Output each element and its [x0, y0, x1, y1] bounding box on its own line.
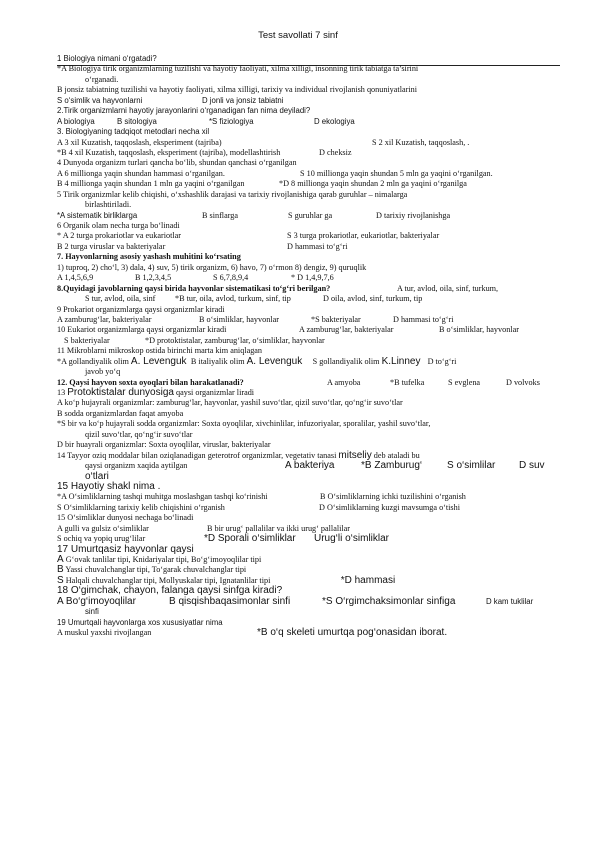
answer-8a: A tur, avlod, oila, sinf, turkum,	[397, 283, 499, 293]
answer-3b: *B 4 xil Kuzatish, taqqoslash, eksperiment (tajriba), modellashtirish	[57, 147, 281, 157]
question-8: 8.Quyidagi javoblarning qaysi birida hayvonlar sistematikasi to‘g‘ri berilgan?	[57, 283, 331, 293]
answer-7a: A 1,4,5,6,9	[57, 273, 94, 283]
answer-15b-b: B bir urug‘ pallalilar va ikki urug‘ pallalilar	[207, 523, 351, 533]
question-5: 5 Tirik organizmlar kelib chiqishi, o‘xshashlik darajasi va tarixiy rivojlanishiga qarab guruhlar – nimalarga	[57, 189, 408, 199]
question-18: 18 O‘gimchak, chayon, falanga qaysi sinfga kiradi?	[57, 585, 283, 597]
answers-9	[57, 315, 562, 325]
answer-11a-label: *A gollandiyalik olim	[57, 356, 129, 366]
answer-17s-text: Halqali chuvalchanglar tipi, Mollyuskalar tipi, Ignatanlilar tipi	[65, 575, 271, 585]
question-12: 12. Qaysi hayvon soxta oyoqlari bilan harakatlanadi?	[57, 377, 244, 387]
answer-11b-name: A. Levenguk	[246, 355, 303, 367]
answer-5b: B sinflarga	[202, 210, 239, 220]
answer-18b: B qisqishbaqasimonlar sinfi	[169, 595, 291, 607]
answer-9a: A zamburug‘lar, bakteriyalar	[57, 314, 152, 324]
answers-8	[57, 294, 562, 304]
answer-1d: D jonli va jonsiz tabiatni	[202, 95, 284, 105]
answers-15b-a	[57, 524, 562, 534]
answer-4a: A 6 millionga yaqin shundan hammasi o‘rganilgan.	[57, 168, 225, 178]
question-14-cont: qaysi organizm xaqida aytilgan	[85, 461, 188, 471]
test-body	[57, 54, 562, 639]
answer-10b: B o‘simliklar, hayvonlar	[439, 325, 519, 335]
answer-3s: S 2 xil Kuzatish, taqqoslash, .	[372, 137, 470, 147]
question-13-subject: Protoktistalar dunyosiga	[67, 387, 174, 398]
answer-12a: A amyoba	[327, 377, 361, 387]
answer-15b-d: *D Sporali o‘simliklar	[204, 533, 296, 545]
answer-10d: *D protoktistalar, zamburug‘lar, o‘simliklar, hayvonlar	[145, 335, 325, 345]
answer-7d: * D 1,4,9,7,6	[291, 273, 334, 283]
answer-15d: D O‘simliklarning kuzgi mavsumga o‘tishi	[319, 502, 460, 512]
answer-18a: A Bo‘g‘imoyoqlilar	[57, 595, 136, 607]
answers-14	[57, 461, 562, 471]
answer-2b: B sitologiya	[117, 116, 157, 126]
answer-8d: D oila, avlod, sinf, turkum, tip	[323, 294, 423, 304]
answer-5a: *A sistematik birliklarga	[57, 210, 138, 220]
answer-13a: A ko‘p hujayrali organizmlar: zamburug‘lar, hayvonlar, yashil suvo‘tlar, qizil suvo‘tlar, qo‘ng‘ir suvo‘tlar	[57, 398, 403, 408]
question-6: 6 Organik olam necha turga bo‘linadi	[57, 221, 180, 230]
answer-3d: D cheksiz	[319, 147, 352, 157]
answer-9s: *S bakteriyalar	[311, 314, 361, 324]
answers-19	[57, 628, 562, 638]
answers-7	[57, 273, 562, 283]
answer-17a	[57, 555, 562, 565]
answer-12s: S evglena	[448, 377, 481, 387]
answer-17a-text: G‘ovak tanlilar tipi, Knidariyalar tipi, Bo‘g‘imoyoqlilar tipi	[65, 555, 262, 564]
answer-17b-text: Yassi chuvalchanglar tipi, To‘garak chuvalchanglar tipi	[65, 565, 247, 575]
question-3: 3. Biologiyaning tadqiqot metodlari necha xil	[57, 127, 210, 137]
answer-3a: A 3 xil Kuzatish, taqqoslash, eksperiment (tajriba)	[57, 137, 222, 147]
answers-3a	[57, 138, 562, 148]
question-13-text: qaysi organizmlar liradi	[176, 388, 255, 397]
page-title: Test savollati 7 sinf	[258, 30, 338, 41]
answer-15a: *A O‘simliklarning tashqi muhitga moslashgan tashqi ko‘rinishi	[57, 492, 268, 502]
answer-14b: *B Zamburug‘	[361, 460, 423, 472]
question-5-cont: birlashtiriladi.	[85, 200, 132, 210]
answer-2s: *S fiziologiya	[209, 116, 254, 126]
answer-14d-cont: o‘tlari	[85, 470, 109, 482]
answer-14d: D suv	[519, 460, 545, 472]
answer-15b-a: A gulli va gulsiz o‘simliklar	[57, 523, 149, 533]
answer-6a: * A 2 turga prokariotlar va eukariotlar	[57, 231, 181, 241]
answer-15s: S O‘simliklarning tarixiy kelib chiqishini o‘rganish	[57, 502, 225, 512]
answer-11s-label: S gollandiyalik olim	[312, 356, 380, 366]
answer-12d: D volvoks	[506, 377, 540, 387]
answer-11s-name: K.Linney	[381, 355, 421, 367]
answer-18s: *S O‘rgimchaksimonlar sinfiga	[322, 595, 456, 607]
answers-3b	[57, 148, 562, 158]
answer-13b: B sodda organizmlardan faqat amyoba	[57, 408, 184, 418]
question-15: 15 Hayotiy shakl nima .	[57, 480, 161, 492]
answers-4b	[57, 179, 562, 189]
answer-4d: *D 8 millionga yaqin shundan 2 mln ga yaqini o‘rganilga	[279, 179, 467, 189]
question-10-line	[57, 325, 562, 335]
answer-5d: D tarixiy rivojlanishga	[376, 210, 451, 220]
answer-15b-s: S ochiq va yopiq urug‘lilar	[57, 534, 146, 544]
answers-4a	[57, 169, 562, 179]
answer-19b: *B o‘q skeleti umurtqa pog‘onasidan iborat.	[257, 627, 448, 639]
question-8-line	[57, 284, 562, 294]
answer-9d: D hammasi to‘g‘ri	[393, 314, 454, 324]
answer-7s: S 6,7,8,9,4	[213, 273, 249, 283]
answer-18a-cont: sinfi	[85, 607, 99, 617]
answer-13s: *S bir va ko‘p hujayrali sodda organizmlar: Soxta oyoqlilar, xivchinlilar, infuzoriyalar, sporalilar, yashil suvo‘tlar,	[57, 419, 431, 429]
answer-13s-cont: qizil suvo‘tlar, qo‘ng‘ir suvo‘tlar	[85, 429, 193, 439]
answer-4b: B 4 millionga yaqin shundan 1 mln ga yaqini o‘rganilgan	[57, 179, 245, 189]
question-7-options: 1) tuproq, 2) cho‘l, 3) dala, 4) suv, 5) tirik organizm, 6) havo, 7) o‘rmon 8) dengiz, 9) quruqlik	[57, 262, 367, 272]
answer-10a: A zamburug‘lar, bakteriyalar	[299, 325, 394, 335]
question-9: 9 Prokariot organizmlarga qaysi organizmlar kiradi	[57, 304, 225, 314]
answer-11d-cont: javob yo‘q	[85, 367, 121, 377]
answers-6b	[57, 242, 562, 252]
answer-2d: D ekologiya	[314, 116, 355, 126]
question-17: 17 Umurtqasiz hayvonlar qaysi	[57, 543, 194, 555]
question-2: 2.Tirik organizmlarni hayotiy jarayonlarini o‘rganadigan fan nima deyiladi?	[57, 106, 311, 116]
answers-2	[57, 117, 562, 127]
answer-2a: A biologiya	[57, 116, 95, 126]
answer-17s-letter: S	[57, 574, 64, 586]
answers-15s	[57, 503, 562, 513]
answers-5	[57, 211, 562, 221]
answers-1cd	[57, 96, 562, 106]
question-13-number: 13	[57, 388, 66, 397]
answers-10	[57, 336, 562, 346]
question-11: 11 Mikroblarni mikroskop ostida birinchi marta kim aniqlagan	[57, 346, 263, 356]
question-15b: 15 O‘simliklar dunyosi nechaga bo‘linadi	[57, 513, 194, 523]
answer-5s: S guruhlar ga	[288, 210, 333, 220]
question-4: 4 Dunyoda organizm turlari qancha bo‘lib, shundan qanchasi o‘rganilgan	[57, 158, 297, 168]
answer-11a-name: A. Levenguk	[130, 355, 187, 367]
answer-14a: A bakteriya	[285, 460, 335, 472]
answer-17b	[57, 565, 562, 575]
question-14-term: mitseliy	[338, 449, 372, 461]
answer-11d: D to‘g‘ri	[427, 356, 457, 366]
answer-9b: B o‘simliklar, hayvonlar	[199, 314, 279, 324]
answer-7b: B 1,2,3,4,5	[135, 273, 172, 283]
answer-10s: S bakteriyalar	[64, 335, 110, 345]
answer-17b-letter: B	[57, 564, 64, 576]
question-1: 1 Biologiya nimani o‘rgatadi?	[57, 54, 157, 63]
question-13	[57, 388, 562, 398]
answer-1b: B jonsiz tabiatning tuzilishi va hayotiy faoliyati, xilma xilligi, tarixiy va individual rivojlanish qonuniyatlarini	[57, 85, 417, 95]
answer-6s: S 3 turga prokariotlar, eukariotlar, bakteriyalar	[287, 231, 440, 241]
answer-8b: *B tur, oila, avlod, turkum, sinf, tip	[175, 294, 291, 304]
answer-17d: *D hammasi	[340, 574, 396, 586]
answer-1a-cont: o‘rganadi.	[85, 74, 119, 84]
answer-4s: S 10 millionga yaqin shundan 5 mln ga yaqini o‘rganilgan.	[300, 168, 493, 178]
answers-6a	[57, 231, 562, 241]
question-14-text: 14 Tayyor oziq moddalar bilan oziqlanadigan geterotrof organizmlar, vegetativ tanasi	[57, 450, 337, 460]
answer-13d: D bir huayrali organizmlar: Soxta oyoqlilar, viruslar, bakteriyalar	[57, 440, 271, 450]
answer-18d: D kam tuklilar	[486, 596, 534, 606]
answer-14s: S o‘simlilar	[447, 460, 496, 472]
question-19: 19 Umurtqali hayvonlarga xos xususiyatlar nima	[57, 617, 223, 627]
answer-15b-d2: Urug‘li o‘simliklar	[314, 533, 390, 545]
answers-18	[57, 597, 562, 607]
question-10: 10 Eukariot organizmlarga qaysi organizmlar kiradi	[57, 325, 227, 335]
answer-6b: B 2 turga viruslar va bakteriyalar	[57, 241, 166, 251]
answers-15a	[57, 492, 562, 502]
question-7: 7. Hayvonlarning asosiy yashash muhitini ko‘rsating	[57, 252, 241, 262]
question-14-end: deb ataladi bu	[373, 450, 420, 460]
answers-11	[57, 357, 562, 367]
answer-6d: D hammasi to‘g‘ri	[287, 241, 348, 251]
answer-19a: A muskul yaxshi rivojlangan	[57, 628, 152, 638]
answer-8s: S tur, avlod, oila, sinf	[85, 294, 156, 304]
answer-17a-letter: A	[57, 554, 64, 565]
answers-15b-s	[57, 534, 562, 544]
answer-11b-label: B italiyalik olim	[190, 356, 245, 366]
answer-12b: *B tufelka	[390, 377, 425, 387]
answer-1s: S o‘simlik va hayvonlarni	[57, 95, 143, 105]
answer-15b: B O‘simliklarning ichki tuzilishini o‘rganish	[320, 492, 466, 502]
answer-1a: *A Biologiya tirik organizmlarning tuzilishi va hayotiy faoliyati, xilma xilligi, insonning tirik tabiatga ta’sirini	[57, 64, 419, 74]
